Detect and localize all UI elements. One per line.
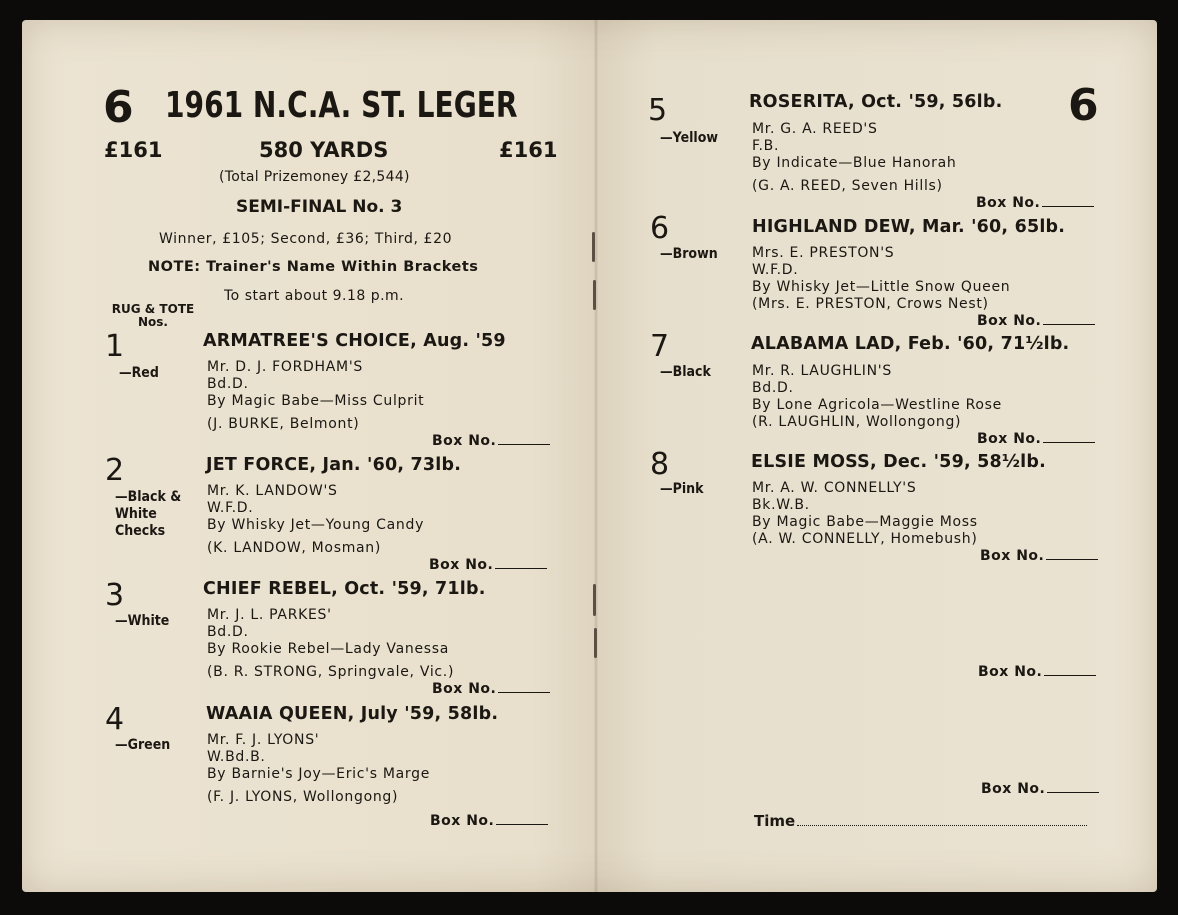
runner-trainer: (A. W. CONNELLY, Homebush) [752,531,978,547]
box-label: Box No. [432,433,497,449]
rug-number: 1 [105,329,125,364]
rug-color: —Brown [660,246,718,262]
box-label: Box No. [981,781,1046,797]
runner-name: ELSIE MOSS, Dec. '59, 58½lb. [751,452,1046,472]
runner-type: Bd.D. [207,376,249,392]
start-time: To start about 9.18 p.m. [224,288,405,304]
semi-final-label: SEMI-FINAL No. 3 [236,197,403,217]
box-number-field [432,433,550,449]
runner-name: HIGHLAND DEW, Mar. '60, 65lb. [752,217,1066,237]
rug-color: —Pink [660,481,704,497]
runner-name: ROSERITA, Oct. '59, 56lb. [749,92,1003,112]
time-label: Time [754,812,796,830]
runner-name: JET FORCE, Jan. '60, 73lb. [206,455,462,475]
runner-type: W.F.D. [207,500,254,516]
box-label: Box No. [978,664,1043,680]
rug-number: 8 [650,447,670,482]
runner-name: WAAIA QUEEN, July '59, 58lb. [206,704,499,724]
box-blank [1044,675,1096,676]
runner-trainer: (R. LAUGHLIN, Wollongong) [752,414,962,430]
runner-breeding: By Whisky Jet—Little Snow Queen [752,279,1011,295]
runner-trainer: (G. A. REED, Seven Hills) [752,178,943,194]
box-label: Box No. [430,813,495,829]
runner-name: ALABAMA LAD, Feb. '60, 71½lb. [751,334,1070,354]
box-number-field [977,431,1095,447]
runner-type: W.F.D. [752,262,799,278]
runner-breeding: By Magic Babe—Miss Culprit [207,393,425,409]
box-number-field [980,548,1098,564]
page-fold [594,20,598,892]
box-label: Box No. [432,681,497,697]
prize-right: £161 [499,138,558,162]
staple-bottom-1 [593,584,596,616]
rug-number: 7 [650,329,670,364]
race-number-left: 6 [103,82,134,133]
runner-trainer: (K. LANDOW, Mosman) [207,540,382,556]
runner-trainer: (F. J. LYONS, Wollongong) [207,789,399,805]
staple-top-2 [593,280,596,310]
runner-type: F.B. [752,138,780,154]
runner-name: CHIEF REBEL, Oct. '59, 71lb. [203,579,486,599]
box-blank [496,824,548,825]
race-number-right: 6 [1068,80,1099,131]
box-number-field [976,195,1094,211]
rug-number: 4 [105,702,125,737]
trainer-note: NOTE: Trainer's Name Within Brackets [148,259,479,275]
race-title: 1961 N.C.A. ST. LEGER [165,85,518,126]
staple-top-1 [592,232,595,262]
box-label: Box No. [429,557,494,573]
box-blank [498,692,550,693]
runner-type: Bk.W.B. [752,497,810,513]
box-number-field [978,664,1096,680]
rug-color: —Red [119,365,159,381]
runner-breeding: By Lone Agricola—Westline Rose [752,397,1002,413]
staple-bottom-2 [594,628,597,658]
runner-type: Bd.D. [752,380,794,396]
runner-owner: Mrs. E. PRESTON'S [752,245,895,261]
total-prizemoney: (Total Prizemoney £2,544) [219,169,410,185]
rug-color: —Green [115,737,171,753]
box-blank [1043,442,1095,443]
rug-color: —Black [660,364,711,380]
box-blank [1046,559,1098,560]
runner-owner: Mr. G. A. REED'S [752,121,878,137]
runner-trainer: (J. BURKE, Belmont) [207,416,360,432]
runner-owner: Mr. F. J. LYONS' [207,732,320,748]
rug-number: 6 [650,211,670,246]
box-label: Box No. [977,431,1042,447]
box-label: Box No. [977,313,1042,329]
runner-owner: Mr. R. LAUGHLIN'S [752,363,892,379]
runner-breeding: By Rookie Rebel—Lady Vanessa [207,641,450,657]
box-label: Box No. [980,548,1045,564]
prize-left: £161 [104,138,163,162]
distance: 580 YARDS [259,138,389,162]
rug-number: 5 [648,93,668,128]
rug-color: —Yellow [660,130,719,146]
rug-number: 3 [105,578,125,613]
rug-color: —White [115,613,170,629]
runner-name: ARMATREE'S CHOICE, Aug. '59 [203,331,506,351]
runner-type: W.Bd.B. [207,749,266,765]
runner-owner: Mr. K. LANDOW'S [207,483,338,499]
runner-breeding: By Whisky Jet—Young Candy [207,517,425,533]
box-blank [495,568,547,569]
box-blank [1047,792,1099,793]
runner-type: Bd.D. [207,624,249,640]
time-blank [797,825,1087,826]
runner-breeding: By Magic Babe—Maggie Moss [752,514,978,530]
box-number-field [432,681,550,697]
box-label: Box No. [976,195,1041,211]
box-blank [1043,324,1095,325]
box-number-field [430,813,548,829]
runner-breeding: By Barnie's Joy—Eric's Marge [207,766,431,782]
time-field [754,812,1087,830]
runner-owner: Mr. J. L. PARKES' [207,607,332,623]
box-blank [1042,206,1094,207]
runner-owner: Mr. D. J. FORDHAM'S [207,359,363,375]
rug-number: 2 [105,453,125,488]
runner-trainer: (B. R. STRONG, Springvale, Vic.) [207,664,455,680]
runner-trainer: (Mrs. E. PRESTON, Crows Nest) [752,296,989,312]
box-number-field [981,781,1099,797]
rug-color: —Black & White Checks [115,489,182,539]
box-number-field [977,313,1095,329]
box-number-field [429,557,547,573]
rug-tote-label: RUG & TOTE Nos. [111,302,195,329]
prize-breakdown: Winner, £105; Second, £36; Third, £20 [159,231,453,247]
box-blank [498,444,550,445]
runner-owner: Mr. A. W. CONNELLY'S [752,480,917,496]
runner-breeding: By Indicate—Blue Hanorah [752,155,957,171]
